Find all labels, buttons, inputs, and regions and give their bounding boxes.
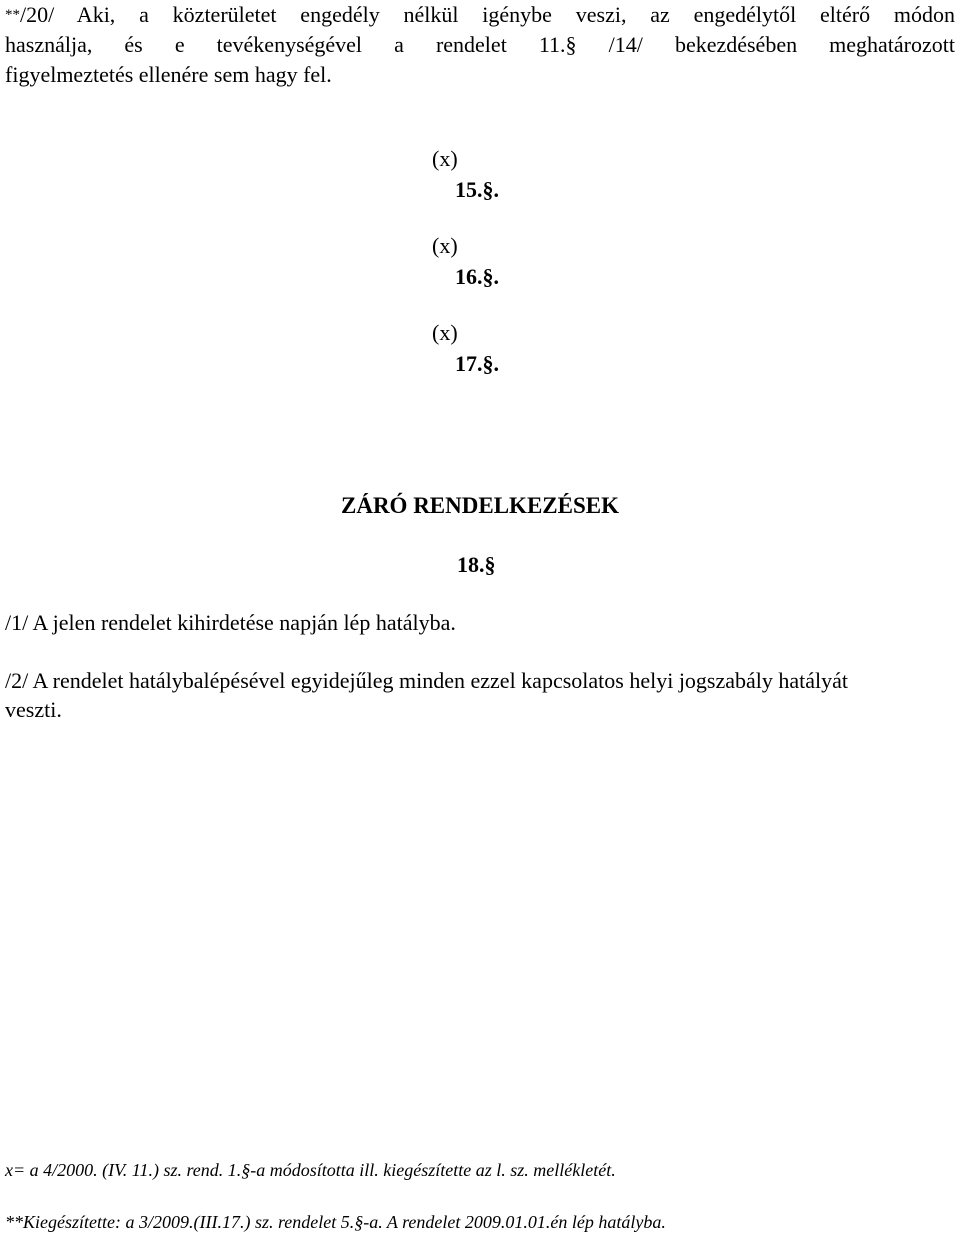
- amendment-marker: **: [5, 7, 20, 23]
- paragraph-20-line-1: **/20/ Aki, a közterületet engedély nélkül igénybe veszi, az engedélytől eltérő módon: [5, 2, 955, 27]
- footnote-x: x= a 4/2000. (IV. 11.) sz. rend. 1.§-a módosította ill. kiegészítette az l. sz. mellékletét.: [5, 1160, 616, 1180]
- section-number-17: 17.§.: [455, 351, 499, 376]
- closing-paragraph-1: /1/ A jelen rendelet kihirdetése napján lép hatályba.: [5, 610, 456, 635]
- paragraph-20: [5, 0, 955, 90]
- repealed-mark-16: (x): [432, 233, 458, 258]
- closing-provisions-heading: ZÁRÓ RENDELKEZÉSEK: [341, 493, 619, 518]
- paragraph-20-line-3: figyelmeztetés ellenére sem hagy fel.: [5, 62, 332, 87]
- repealed-mark-15: (x): [432, 146, 458, 171]
- section-number-15: 15.§.: [455, 177, 499, 202]
- closing-paragraph-2: /2/ A rendelet hatálybalépésével egyidejűleg minden ezzel kapcsolatos helyi jogszabály hatályát veszti.: [5, 668, 849, 722]
- section-number-18: 18.§: [457, 552, 496, 577]
- paragraph-20-line-2: használja, és e tevékenységével a rendelet 11.§ /14/ bekezdésében meghatározott: [5, 32, 955, 57]
- footnote-double-star: **Kiegészítette: a 3/2009.(III.17.) sz. rendelet 5.§-a. A rendelet 2009.01.01.én lép hatályba.: [5, 1212, 666, 1232]
- repealed-mark-17: (x): [432, 320, 458, 345]
- section-number-16: 16.§.: [455, 264, 499, 289]
